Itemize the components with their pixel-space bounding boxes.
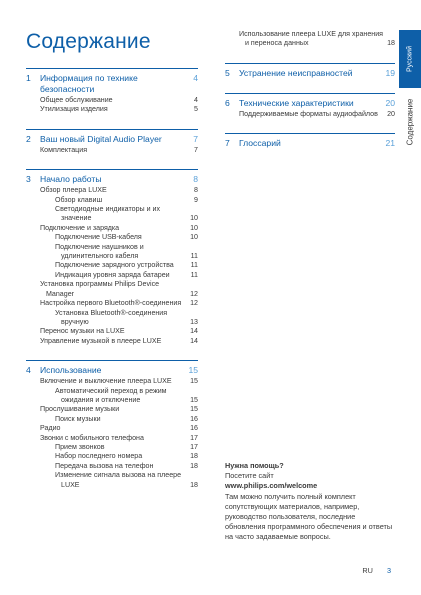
toc-item-page: 18	[190, 480, 198, 489]
toc-section-page: 21	[385, 138, 395, 149]
toc-item[interactable]	[26, 233, 198, 242]
help-body: Там можно получить полный комплект сопутствующих материалов, например, руководство пользователя, последние обновления программного обеспечения и ответы на часто задаваемые вопросы.	[225, 491, 393, 542]
toc-section-number: 3	[26, 174, 31, 185]
toc-item-text: Поиск музыки	[55, 414, 101, 423]
toc-item-page: 14	[190, 336, 198, 345]
toc-item-text: Подключение USB-кабеля	[55, 233, 142, 242]
toc-item-text: Набор последнего номера	[55, 452, 143, 461]
toc-item-page: 15	[190, 405, 198, 414]
page-footer	[362, 566, 391, 575]
page-title: Содержание	[26, 30, 151, 53]
toc-item[interactable]	[26, 105, 198, 114]
help-box	[225, 461, 397, 543]
toc-section	[26, 68, 198, 115]
toc-section	[225, 63, 395, 79]
toc-item-page: 15	[190, 377, 198, 386]
help-link[interactable]: www.philips.com/welcome	[225, 481, 318, 491]
toc-item[interactable]	[26, 387, 198, 406]
footer-page-number: 3	[386, 566, 391, 575]
toc-item-text: Поддерживаемые форматы аудиофайлов	[239, 109, 378, 118]
toc-item-page: 13	[190, 317, 198, 326]
toc-section-number: 6	[225, 97, 230, 108]
section-side-label	[399, 92, 421, 152]
toc-item-text: Звонки с мобильного телефона	[40, 433, 144, 442]
toc-section-heading[interactable]	[225, 98, 395, 109]
toc-item-text: Комплектация	[40, 145, 88, 154]
toc-item-page: 8	[194, 186, 198, 195]
toc-section-title: Использование	[40, 365, 102, 376]
toc-item[interactable]	[26, 146, 198, 155]
toc-item[interactable]	[26, 415, 198, 424]
toc-item-page: 11	[190, 270, 198, 279]
toc-item-page: 12	[190, 299, 198, 308]
toc-item-text: Утилизация изделия	[40, 105, 108, 114]
footer-language: RU	[362, 566, 373, 575]
toc-item-page: 20	[387, 109, 395, 118]
toc-section	[26, 129, 198, 155]
toc-item[interactable]	[225, 110, 395, 119]
toc-item-text: Передача вызова на телефон	[55, 461, 154, 470]
toc-section-heading[interactable]	[26, 365, 198, 376]
toc-section-number: 5	[225, 67, 230, 78]
toc-section-number: 7	[225, 138, 230, 149]
toc-section	[225, 93, 395, 119]
toc-item-text: Светодиодные индикаторы и их значение	[55, 205, 161, 223]
toc-item[interactable]	[26, 299, 198, 308]
toc-item-page: 15	[190, 395, 198, 404]
toc-item-page: 10	[190, 223, 198, 232]
toc-item-text: Прием звонков	[55, 442, 105, 451]
toc-item-text: Индикация уровня заряда батареи	[55, 270, 170, 279]
toc-section-number: 2	[26, 133, 31, 144]
toc-item[interactable]	[26, 309, 198, 328]
toc-right-column	[225, 30, 395, 163]
toc-item-text: Управление музыкой в плеере LUXE	[40, 336, 162, 345]
toc-section-page: 7	[193, 133, 198, 144]
toc-item-text: Автоматический переход в режим ожидания и отключение	[55, 386, 167, 404]
toc-item-text: Радио	[40, 424, 61, 433]
toc-item[interactable]	[26, 443, 198, 452]
toc-item-text: Подключение и зарядка	[40, 223, 120, 232]
toc-item-text: Установка Bluetooth®-соединения вручную	[55, 308, 168, 326]
toc-item-page: 18	[387, 39, 395, 48]
toc-item[interactable]	[26, 261, 198, 270]
toc-section-heading[interactable]	[26, 174, 198, 185]
toc-item-page: 14	[190, 327, 198, 336]
toc-item[interactable]	[26, 224, 198, 233]
toc-item[interactable]	[26, 434, 198, 443]
toc-section	[26, 169, 198, 346]
toc-item-page: 18	[190, 452, 198, 461]
toc-section-page: 19	[385, 67, 395, 78]
toc-section-heading[interactable]	[26, 73, 198, 95]
toc-section-title: Начало работы	[40, 174, 102, 185]
language-tab	[399, 30, 421, 88]
toc-item-page: 5	[194, 105, 198, 114]
toc-section-page: 4	[193, 73, 198, 83]
toc-item[interactable]	[26, 271, 198, 280]
toc-item-page: 9	[194, 195, 198, 204]
toc-item-page: 4	[194, 96, 198, 104]
section-side-label-text: Содержание	[405, 98, 415, 146]
toc-section-page: 20	[385, 97, 395, 108]
toc-section-title: Устранение неисправностей	[239, 67, 353, 78]
toc-item-page: 11	[190, 252, 198, 261]
toc-section-page: 8	[193, 174, 198, 185]
toc-section-title: Информация по технике безопасности	[40, 73, 138, 94]
toc-item-text: Подключение зарядного устройства	[55, 261, 174, 270]
toc-item-text: Общее обслуживание	[40, 96, 113, 104]
language-tab-label: Русский	[406, 46, 414, 72]
toc-section	[26, 360, 198, 490]
toc-item-page: 17	[190, 442, 198, 451]
toc-item[interactable]	[26, 327, 198, 336]
toc-section-heading[interactable]	[26, 134, 198, 145]
toc-section-title: Технические характеристики	[239, 97, 354, 108]
toc-item-text: Включение и выключение плеера LUXE	[40, 377, 172, 386]
toc-section	[225, 133, 395, 149]
toc-item-text: Обзор клавиш	[55, 195, 103, 204]
toc-item[interactable]	[26, 452, 198, 461]
toc-item-text: Обзор плеера LUXE	[40, 186, 107, 195]
toc-item[interactable]	[26, 424, 198, 433]
toc-item-text: Использование плеера LUXE для хранения и переноса данных	[239, 30, 384, 48]
toc-item[interactable]	[26, 186, 198, 195]
toc-section-page: 15	[188, 365, 198, 376]
toc-item[interactable]	[26, 377, 198, 386]
toc-section-heading[interactable]	[225, 138, 395, 149]
toc-item-text: Подключение наушников и удлинительного кабеля	[55, 242, 144, 261]
toc-section-number: 4	[26, 365, 31, 376]
toc-section-heading[interactable]	[225, 68, 395, 79]
toc-item-page: 10	[190, 233, 198, 242]
toc-item-text: Настройка первого Bluetooth®-соединения	[40, 299, 182, 308]
toc-item-text: Перенос музыки на LUXE	[40, 327, 125, 336]
toc-item[interactable]	[26, 243, 198, 262]
toc-right-sections	[225, 63, 395, 149]
toc-left-column	[26, 68, 198, 504]
toc-item-page: 17	[190, 433, 198, 442]
help-title: Нужна помощь?	[225, 461, 284, 470]
toc-item-page: 10	[190, 214, 198, 223]
toc-item-text: Установка программы Philips Device Manager	[40, 280, 160, 298]
toc-item[interactable]	[26, 337, 198, 346]
toc-item-page: 16	[190, 414, 198, 423]
toc-item-page: 12	[190, 289, 198, 298]
toc-item[interactable]	[26, 205, 198, 224]
toc-item-text: Изменение сигнала вызова на плеере LUXE	[55, 471, 182, 489]
toc-item-page: 16	[190, 424, 198, 433]
toc-item[interactable]	[26, 96, 198, 105]
toc-item[interactable]	[26, 405, 198, 414]
toc-item-page: 18	[190, 461, 198, 470]
help-visit-text: Посетите сайт	[225, 471, 274, 481]
toc-item-page: 11	[190, 261, 198, 270]
toc-item-page: 7	[194, 145, 198, 154]
toc-item-text: Прослушивание музыки	[40, 405, 120, 414]
toc-item[interactable]	[26, 462, 198, 471]
toc-item[interactable]	[26, 280, 198, 299]
toc-section-number: 1	[26, 73, 31, 83]
toc-item[interactable]	[26, 471, 198, 490]
toc-item[interactable]	[225, 30, 395, 49]
toc-section-title: Ваш новый Digital Audio Player	[40, 133, 162, 144]
toc-item[interactable]	[26, 196, 198, 205]
toc-continued-items	[225, 30, 395, 49]
toc-section-title: Глоссарий	[239, 138, 281, 149]
